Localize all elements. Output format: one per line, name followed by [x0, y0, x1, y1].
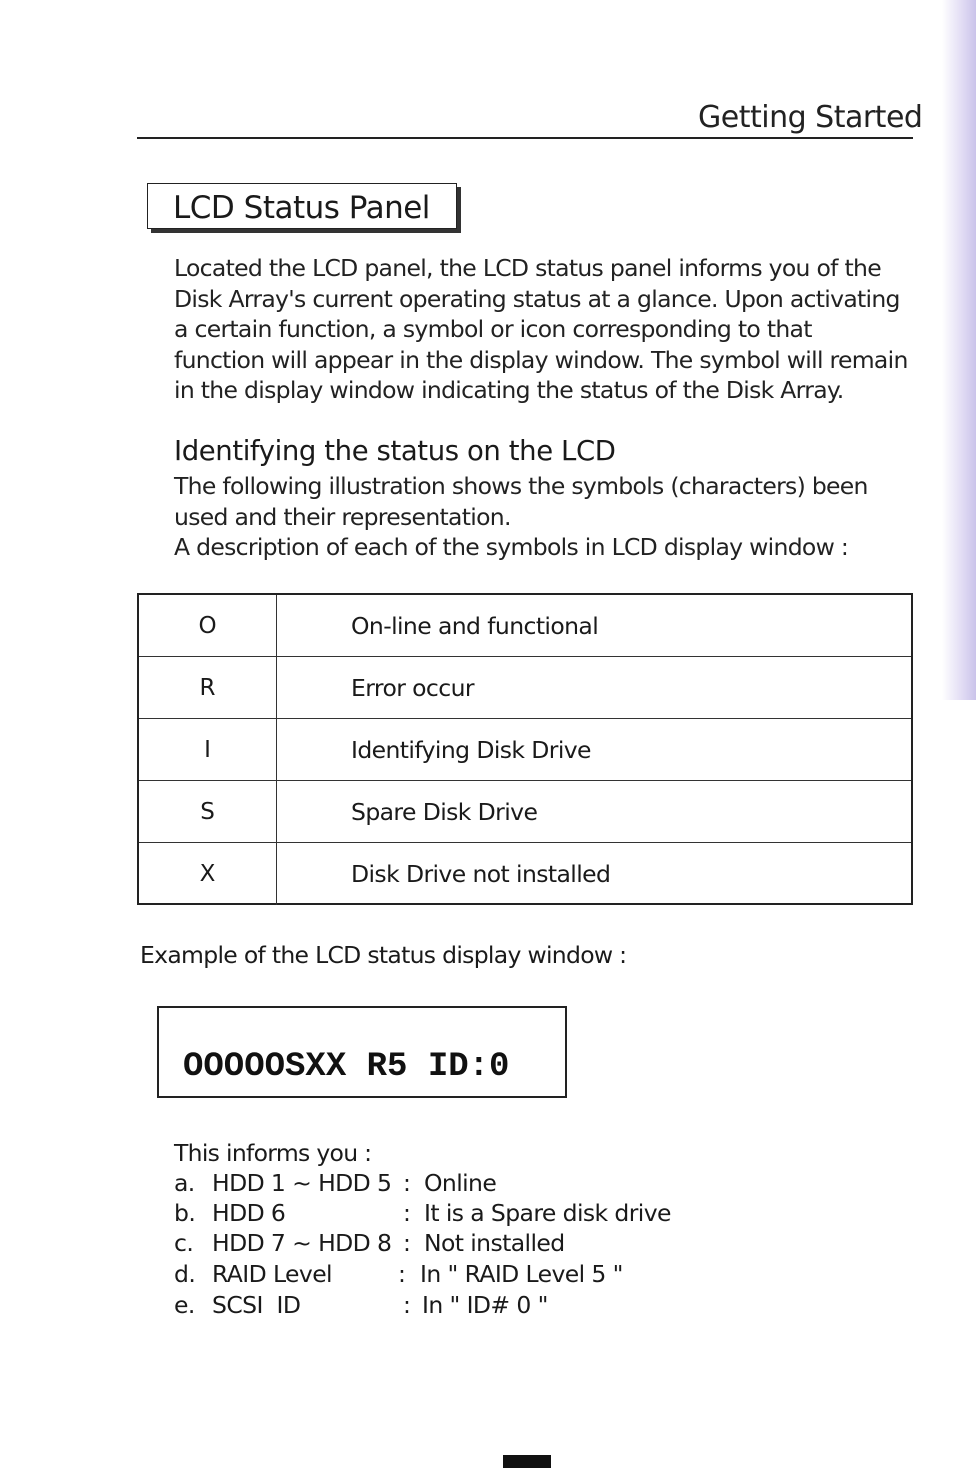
page-number-tab	[503, 1455, 551, 1468]
info-subject: RAID Level	[212, 1260, 332, 1288]
info-colon: :	[403, 1169, 411, 1197]
meaning-cell: Identifying Disk Drive	[351, 735, 591, 764]
info-value: In " ID# 0 "	[422, 1291, 548, 1319]
identify-line: used and their representation.	[174, 502, 511, 531]
info-colon: :	[403, 1199, 411, 1227]
section-title: LCD Status Panel	[173, 190, 430, 226]
info-value: Online	[424, 1169, 497, 1197]
meaning-cell: Error occur	[351, 673, 474, 702]
info-item	[174, 1169, 734, 1200]
lcd-display-window	[157, 1006, 567, 1098]
info-letter: b.	[174, 1199, 196, 1227]
intro-paragraph	[174, 253, 914, 406]
info-subject: SCSI ID	[212, 1291, 301, 1319]
info-item	[174, 1291, 734, 1322]
section-title-box	[147, 183, 457, 229]
symbol-row	[139, 781, 911, 843]
meaning-cell: Disk Drive not installed	[351, 860, 611, 888]
info-letter: a.	[174, 1169, 195, 1197]
intro-line: Located the LCD panel, the LCD status panel informs you of the	[174, 254, 881, 282]
identify-line: A description of each of the symbols in LCD display window :	[174, 533, 849, 561]
info-letter: c.	[174, 1229, 194, 1257]
symbol-cell: X	[139, 843, 277, 905]
meaning-cell: On-line and functional	[351, 611, 599, 640]
identify-paragraph	[174, 471, 914, 563]
symbol-cell: S	[139, 781, 277, 842]
page-edge-shading	[942, 0, 976, 700]
info-subject: HDD 1 ~ HDD 5	[212, 1169, 392, 1197]
info-item	[174, 1229, 734, 1260]
info-value: Not installed	[424, 1229, 565, 1257]
intro-line: Disk Array's current operating status at a glance. Upon activating	[174, 284, 900, 313]
identify-heading: Identifying the status on the LCD	[174, 435, 616, 467]
symbol-table	[137, 593, 913, 905]
symbol-cell: R	[139, 657, 277, 718]
info-letter: d.	[174, 1260, 196, 1288]
lcd-display-text: OOOOOSXX R5 ID:0	[183, 1048, 510, 1086]
identify-line: The following illustration shows the symbols (characters) been	[174, 472, 868, 500]
header-rule	[137, 137, 913, 139]
symbol-row	[139, 843, 911, 905]
informs-title: This informs you :	[174, 1139, 372, 1167]
intro-line: in the display window indicating the status of the Disk Array.	[174, 376, 844, 404]
info-value: In " RAID Level 5 "	[420, 1260, 623, 1288]
intro-line: function will appear in the display window. The symbol will remain	[174, 345, 908, 374]
symbol-row	[139, 595, 911, 657]
info-colon: :	[403, 1229, 411, 1257]
info-item	[174, 1260, 734, 1291]
page-header-title: Getting Started	[698, 100, 923, 135]
symbol-row	[139, 719, 911, 781]
info-subject: HDD 6	[212, 1199, 286, 1227]
symbol-cell: I	[139, 719, 277, 780]
info-value: It is a Spare disk drive	[424, 1199, 671, 1227]
info-letter: e.	[174, 1291, 195, 1319]
info-subject: HDD 7 ~ HDD 8	[212, 1229, 392, 1257]
symbol-cell: O	[139, 595, 277, 656]
meaning-cell: Spare Disk Drive	[351, 797, 538, 826]
example-label: Example of the LCD status display window :	[140, 941, 627, 969]
info-colon: :	[403, 1291, 411, 1319]
info-item	[174, 1199, 734, 1230]
symbol-row	[139, 657, 911, 719]
info-colon: :	[398, 1260, 406, 1288]
intro-line: a certain function, a symbol or icon corresponding to that	[174, 315, 812, 343]
